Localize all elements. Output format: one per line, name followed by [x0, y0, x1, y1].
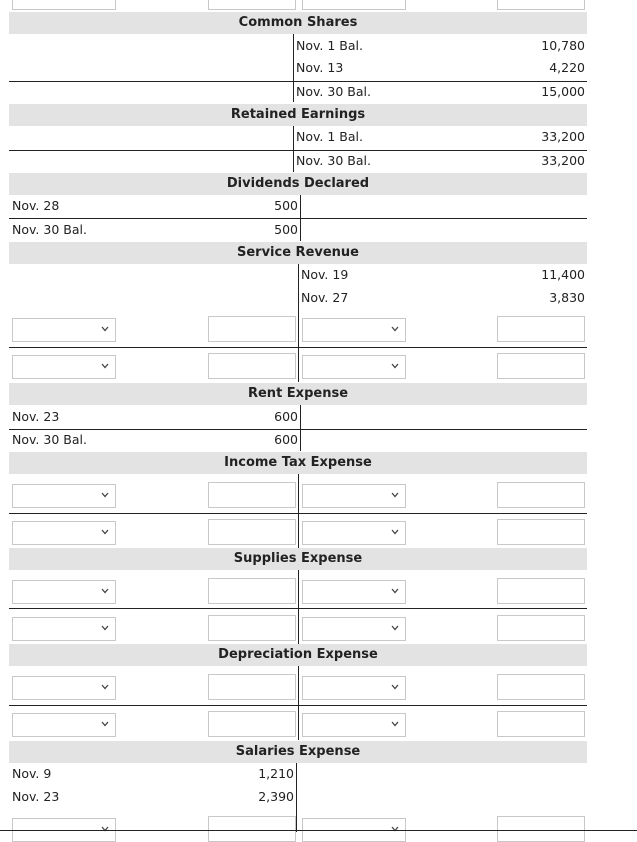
top-credit-amount-input[interactable] — [497, 0, 585, 10]
service-revenue-credit-date-select-2[interactable] — [302, 355, 406, 379]
depreciation-expense-header: Depreciation Expense — [9, 644, 587, 666]
chevron-down-icon — [101, 718, 109, 730]
rent-expense-debit-date-1: Nov. 23 — [12, 409, 60, 424]
income-tax-expense-debit-amount-input-1[interactable] — [208, 482, 296, 508]
service-revenue-credit-amount-2: 3,830 — [549, 290, 585, 305]
page-bottom-line — [0, 830, 637, 831]
chevron-down-icon — [391, 681, 399, 693]
income-tax-expense-debit-date-select-2[interactable] — [12, 521, 116, 545]
income-tax-expense-credit-date-select-2[interactable] — [302, 521, 406, 545]
common-shares-credit-date-2: Nov. 13 — [296, 60, 344, 75]
supplies-expense-debit-date-select-2[interactable] — [12, 617, 116, 641]
retained-earnings-credit-amount-1: 33,200 — [541, 129, 585, 144]
dividends-declared-total-line — [9, 218, 587, 219]
top-credit-date-select[interactable] — [302, 0, 406, 10]
salaries-expense-t-divider — [296, 763, 297, 832]
service-revenue-debit-date-select-2[interactable] — [12, 355, 116, 379]
common-shares-credit-amount-2: 4,220 — [549, 60, 585, 75]
salaries-expense-header: Salaries Expense — [9, 741, 587, 763]
chevron-down-icon — [101, 681, 109, 693]
chevron-down-icon — [391, 526, 399, 538]
top-debit-amount-input[interactable] — [208, 0, 296, 10]
depreciation-expense-debit-date-select-1[interactable] — [12, 676, 116, 700]
income-tax-expense-credit-amount-input-2[interactable] — [497, 519, 585, 545]
common-shares-balance-date: Nov. 30 Bal. — [296, 84, 371, 99]
supplies-expense-header: Supplies Expense — [9, 548, 587, 570]
salaries-expense-debit-amount-1: 1,210 — [258, 766, 294, 781]
retained-earnings-credit-date-1: Nov. 1 Bal. — [296, 129, 363, 144]
supplies-expense-debit-amount-input-2[interactable] — [208, 615, 296, 641]
income-tax-expense-total-line — [9, 513, 587, 514]
service-revenue-header: Service Revenue — [9, 242, 587, 264]
service-revenue-credit-date-2: Nov. 27 — [301, 290, 349, 305]
rent-expense-t-divider — [300, 405, 301, 451]
chevron-down-icon — [391, 585, 399, 597]
salaries-expense-credit-amount-input-1[interactable] — [497, 816, 585, 842]
service-revenue-credit-amount-input-1[interactable] — [497, 316, 585, 342]
supplies-expense-debit-date-select-1[interactable] — [12, 580, 116, 604]
chevron-down-icon — [101, 489, 109, 501]
common-shares-balance-amount: 15,000 — [541, 84, 585, 99]
service-revenue-debit-amount-input-2[interactable] — [208, 353, 296, 379]
dividends-declared-balance-date: Nov. 30 Bal. — [12, 222, 87, 237]
dividends-declared-debit-amount-1: 500 — [274, 198, 298, 213]
retained-earnings-balance-date: Nov. 30 Bal. — [296, 153, 371, 168]
salaries-expense-debit-date-2: Nov. 23 — [12, 789, 60, 804]
income-tax-expense-credit-amount-input-1[interactable] — [497, 482, 585, 508]
chevron-down-icon — [101, 823, 109, 835]
service-revenue-credit-amount-input-2[interactable] — [497, 353, 585, 379]
income-tax-expense-debit-amount-input-2[interactable] — [208, 519, 296, 545]
dividends-declared-balance-amount: 500 — [274, 222, 298, 237]
chevron-down-icon — [101, 526, 109, 538]
service-revenue-debit-amount-input-1[interactable] — [208, 316, 296, 342]
common-shares-credit-date-1: Nov. 1 Bal. — [296, 38, 363, 53]
service-revenue-credit-date-select-1[interactable] — [302, 318, 406, 342]
depreciation-expense-credit-amount-input-2[interactable] — [497, 711, 585, 737]
retained-earnings-t-divider — [293, 126, 294, 172]
supplies-expense-debit-amount-input-1[interactable] — [208, 578, 296, 604]
chevron-down-icon — [391, 489, 399, 501]
chevron-down-icon — [101, 323, 109, 335]
income-tax-expense-credit-date-select-1[interactable] — [302, 484, 406, 508]
chevron-down-icon — [391, 360, 399, 372]
salaries-expense-debit-amount-input-1[interactable] — [208, 816, 296, 842]
service-revenue-total-line — [9, 347, 587, 348]
common-shares-t-divider — [293, 34, 294, 102]
depreciation-expense-debit-amount-input-2[interactable] — [208, 711, 296, 737]
top-debit-date-select[interactable] — [12, 0, 116, 10]
depreciation-expense-debit-amount-input-1[interactable] — [208, 674, 296, 700]
depreciation-expense-t-divider — [298, 666, 299, 740]
rent-expense-header: Rent Expense — [9, 383, 587, 405]
supplies-expense-t-divider — [298, 570, 299, 644]
rent-expense-debit-amount-1: 600 — [274, 409, 298, 424]
chevron-down-icon — [101, 622, 109, 634]
supplies-expense-credit-amount-input-1[interactable] — [497, 578, 585, 604]
depreciation-expense-credit-amount-input-1[interactable] — [497, 674, 585, 700]
service-revenue-t-divider — [298, 264, 299, 382]
chevron-down-icon — [391, 823, 399, 835]
income-tax-expense-header: Income Tax Expense — [9, 452, 587, 474]
supplies-expense-total-line — [9, 608, 587, 609]
income-tax-expense-t-divider — [298, 474, 299, 548]
common-shares-total-line — [9, 81, 587, 82]
dividends-declared-header: Dividends Declared — [9, 173, 587, 195]
rent-expense-balance-date: Nov. 30 Bal. — [12, 432, 87, 447]
rent-expense-balance-amount: 600 — [274, 432, 298, 447]
supplies-expense-credit-date-select-1[interactable] — [302, 580, 406, 604]
rent-expense-total-line — [9, 429, 587, 430]
chevron-down-icon — [101, 360, 109, 372]
dividends-declared-debit-date-1: Nov. 28 — [12, 198, 60, 213]
depreciation-expense-credit-date-select-2[interactable] — [302, 713, 406, 737]
supplies-expense-credit-date-select-2[interactable] — [302, 617, 406, 641]
depreciation-expense-credit-date-select-1[interactable] — [302, 676, 406, 700]
salaries-expense-debit-date-1: Nov. 9 — [12, 766, 52, 781]
supplies-expense-credit-amount-input-2[interactable] — [497, 615, 585, 641]
service-revenue-credit-amount-1: 11,400 — [541, 267, 585, 282]
chevron-down-icon — [391, 718, 399, 730]
retained-earnings-balance-amount: 33,200 — [541, 153, 585, 168]
common-shares-credit-amount-1: 10,780 — [541, 38, 585, 53]
salaries-expense-debit-amount-2: 2,390 — [258, 789, 294, 804]
retained-earnings-total-line — [9, 150, 587, 151]
income-tax-expense-debit-date-select-1[interactable] — [12, 484, 116, 508]
depreciation-expense-total-line — [9, 705, 587, 706]
depreciation-expense-debit-date-select-2[interactable] — [12, 713, 116, 737]
chevron-down-icon — [391, 323, 399, 335]
chevron-down-icon — [391, 622, 399, 634]
common-shares-header: Common Shares — [9, 12, 587, 34]
service-revenue-debit-date-select-1[interactable] — [12, 318, 116, 342]
service-revenue-credit-date-1: Nov. 19 — [301, 267, 349, 282]
retained-earnings-header: Retained Earnings — [9, 104, 587, 126]
chevron-down-icon — [101, 585, 109, 597]
